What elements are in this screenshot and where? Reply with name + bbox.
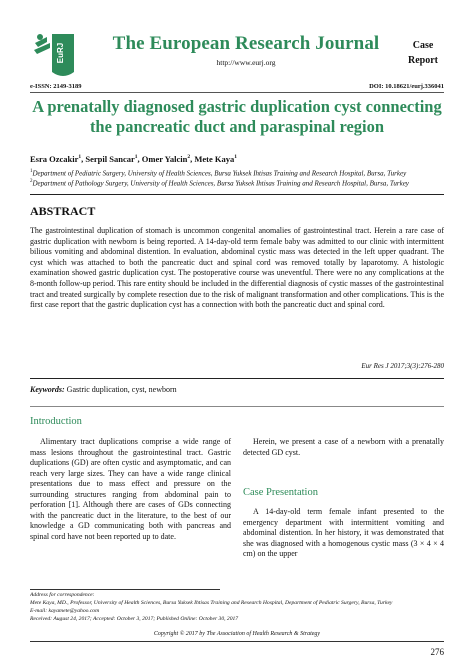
abstract-divider	[30, 378, 444, 379]
author-sup: 2	[187, 154, 191, 161]
author-name: Esra Ozcakir	[30, 154, 79, 164]
title-line-1: A prenatally diagnosed gastric duplication cyst connecting	[32, 97, 442, 116]
author-sup: 1	[234, 154, 237, 161]
author-sup: 1	[78, 154, 82, 161]
affiliation-text: Department of Pediatric Surgery, University of Health Sciences, Bursa Yuksek Ihtisas Training and Research Hospital, Bursa, Turkey	[32, 169, 407, 178]
affiliation	[30, 177, 444, 188]
author-name: Mete Kaya	[194, 154, 235, 164]
article-type	[402, 38, 444, 68]
author-name: Serpil Sancar	[85, 154, 135, 164]
author-sep: ,	[81, 154, 86, 164]
page-number: 276	[430, 647, 444, 657]
issn: e-ISSN: 2149-3189	[30, 83, 82, 90]
address-text: Mete Kaya, MD., Professor, University of Health Sciences, Bursa Yuksek Ihtisas Training and Research Hospital, Department of Pediatric Surgery, Bursa, Turkey	[30, 600, 393, 606]
copyright: Copyright © 2017 by The Association of Health Research & Strategy	[153, 631, 321, 637]
introduction-continued-text: Herein, we present a case of a newborn with a prenatally detected GD cyst.	[243, 437, 444, 457]
footer-divider	[30, 641, 444, 642]
keywords-text: Gastric duplication, cyst, newborn	[66, 385, 177, 394]
header-divider	[30, 92, 444, 93]
title-divider	[30, 194, 444, 195]
journal-title: The European Research Journal	[112, 33, 380, 54]
author-sep: ,	[137, 154, 142, 164]
title-line-2: the pancreatic duct and paraspinal region	[89, 117, 385, 136]
abstract-heading: ABSTRACT	[30, 204, 96, 218]
affiliation-sup: 2	[30, 179, 33, 184]
case-presentation-heading: Case Presentation	[243, 487, 318, 498]
author-list	[30, 154, 237, 164]
keywords	[30, 385, 177, 394]
address-label: Address for correspondence:	[30, 592, 95, 598]
email[interactable]: E-mail: kayamete@yahoo.com	[30, 608, 100, 614]
author-sup: 1	[134, 154, 138, 161]
logo-text: EuRJ	[56, 42, 65, 64]
affiliation-sup: 1	[30, 169, 33, 174]
publication-dates: Received: August 24, 2017; Accepted: October 3, 2017; Published Online: October 30, 2017	[30, 616, 239, 622]
citation: Eur Res J 2017;3(3):276-280	[361, 362, 444, 370]
author-sep: ,	[190, 154, 195, 164]
keywords-divider	[30, 406, 444, 407]
case-presentation-text: A 14-day-old term female infant presented to the emergency department with intermittent vomiting and abdominal distention. In her history, it was demonstrated that she was diagnosed with a homogenous cystic mass (3 × 4 × 4 cm) on the upper	[243, 507, 444, 558]
abstract-text: The gastrointestinal duplication of stomach is uncommon congenital anomalies of gastrointestinal tract. Herein a rare case of gastric duplication with newborn is being reported. A 14-day-old term female baby was admitted to our clinic with intermittent bilious vomiting and abdominal distention. In evaluation, abdominal cystic mass was detected in the left upper quadrant. The cyst which was attached to both the pancreatic duct and spinal cord was removed totally by laparotomy. A histologic examination showed gastric duplication cyst. The postoperative course was uneventful. There were no any complications at the 8-month follow-up period. This rare entity should be included in the differential diagnosis of cystic masses of the gastrointestinal tract and treated surgically by complete resection due to the risk of malignant transformation and other complications. This is the first case report that the gastric duplication cyst has a connection with both the pancreatic duct and spinal cord.	[30, 226, 444, 310]
footnote-divider	[30, 589, 220, 590]
article-type-line2: Report	[408, 55, 438, 66]
article-type-line1: Case	[412, 40, 434, 51]
introduction-heading: Introduction	[30, 416, 82, 427]
journal-logo	[30, 28, 78, 80]
article-title	[30, 97, 444, 137]
journal-url[interactable]: http://www.eurj.org	[216, 58, 276, 67]
keywords-label: Keywords:	[30, 385, 65, 394]
doi[interactable]: DOI: 10.18621/eurj.336041	[369, 83, 444, 90]
introduction-text: Alimentary tract duplications comprise a wide range of mass lesions throughout the gastrointestinal tract. Gastric duplications (GD) are often cystic and asymptomatic, and can reach very large sizes. They can have a wide range clinical presentations due to mass effect and pressure on the surrounding structures ranging from abdominal pain to perforation [1]. Although there are cases of GDs connecting with the pancreatic duct in the literature, to the best of our knowledge a GD communicating both with pancreas and spinal cord have not been reported up to date.	[30, 437, 231, 541]
author-name: Omer Yalcin	[141, 154, 188, 164]
affiliation-text: Department of Pathology Surgery, University of Health Sciences, Bursa Yuksek Ihtisas Training and Research Hospital, Bursa, Turkey	[32, 179, 409, 188]
